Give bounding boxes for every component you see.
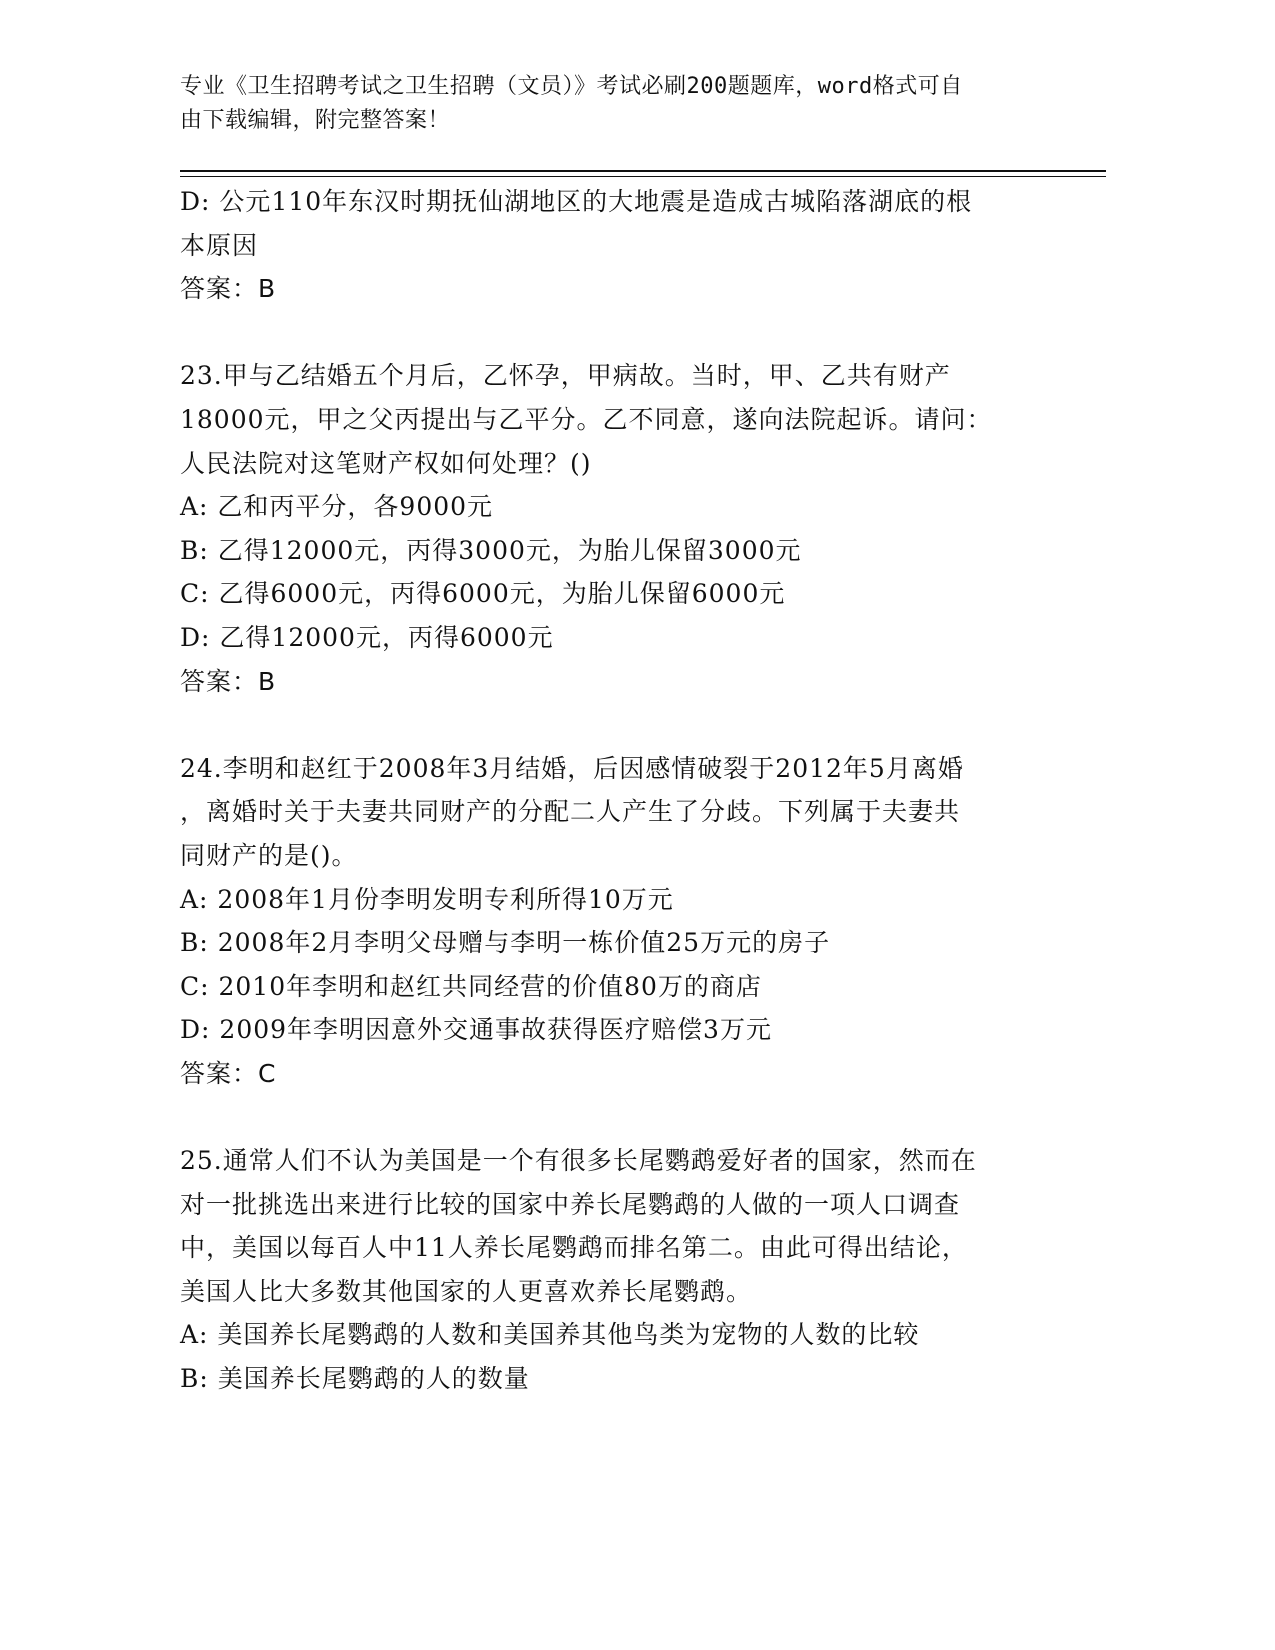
answer: 答案：B (180, 274, 277, 304)
option-c: C: 乙得6000元，丙得6000元，为胎儿保留6000元 (180, 579, 786, 609)
option-b: B: 2008年2月李明父母赠与李明一栋价值25万元的房子 (180, 928, 831, 958)
option-a: A: 乙和丙平分，各9000元 (180, 492, 494, 522)
question-stem: 24.李明和赵红于2008年3月结婚，后因感情破裂于2012年5月离婚 (180, 753, 964, 783)
question-24 (180, 747, 1040, 1096)
option-d: D: 乙得12000元，丙得6000元 (180, 622, 554, 652)
header-rule-thin (180, 176, 1106, 177)
option-d: D: 2009年李明因意外交通事故获得医疗赔偿3万元 (180, 1015, 772, 1045)
spacer (180, 1095, 1040, 1139)
question-stem: 18000元，甲之父丙提出与乙平分。乙不同意，遂向法院起诉。请问： (180, 404, 993, 434)
header-line: 由下载编辑，附完整答案！ (180, 108, 451, 133)
question-stem: ，离婚时关于夫妻共同财产的分配二人产生了分歧。下列属于夫妻共 (180, 797, 961, 827)
previous-question-tail (180, 180, 1040, 311)
option-a: A: 2008年1月份李明发明专利所得10万元 (180, 884, 674, 914)
option-d: D: 公元110年东汉时期抚仙湖地区的大地震是造成古城陷落湖底的根 (180, 187, 973, 216)
option-c: C: 2010年李明和赵红共同经营的价值80万的商店 (180, 971, 762, 1001)
question-23 (180, 354, 1040, 703)
question-stem: 中，美国以每百人中11人养长尾鹦鹉而排名第二。由此可得出结论， (180, 1233, 968, 1263)
answer: 答案：C (180, 1058, 277, 1088)
question-25 (180, 1139, 1040, 1401)
option-a: A: 美国养长尾鹦鹉的人数和美国养其他鸟类为宠物的人数的比较 (180, 1320, 920, 1350)
question-stem: 对一批挑选出来进行比较的国家中养长尾鹦鹉的人做的一项人口调查 (180, 1189, 961, 1219)
spacer (180, 703, 1040, 747)
question-stem: 23.甲与乙结婚五个月后，乙怀孕，甲病故。当时，甲、乙共有财产 (180, 361, 951, 391)
answer: 答案：B (180, 666, 277, 696)
question-stem: 人民法院对这笔财产权如何处理？() (180, 448, 592, 478)
question-stem: 同财产的是()。 (180, 840, 358, 870)
spacer (180, 311, 1040, 355)
header-line: 专业《卫生招聘考试之卫生招聘（文员）》考试必刷200题题库，word格式可自 (180, 74, 963, 99)
question-stem: 美国人比大多数其他国家的人更喜欢养长尾鹦鹉。 (180, 1276, 753, 1306)
option-b: B: 美国养长尾鹦鹉的人的数量 (180, 1364, 530, 1394)
header-rule-thick (180, 170, 1106, 172)
question-stem: 25.通常人们不认为美国是一个有很多长尾鹦鹉爱好者的国家，然而在 (180, 1146, 977, 1176)
document-body (180, 180, 1040, 1401)
page-header (180, 70, 1040, 138)
option-d-continued: 本原因 (180, 230, 259, 260)
option-b: B: 乙得12000元，丙得3000元，为胎儿保留3000元 (180, 535, 802, 565)
